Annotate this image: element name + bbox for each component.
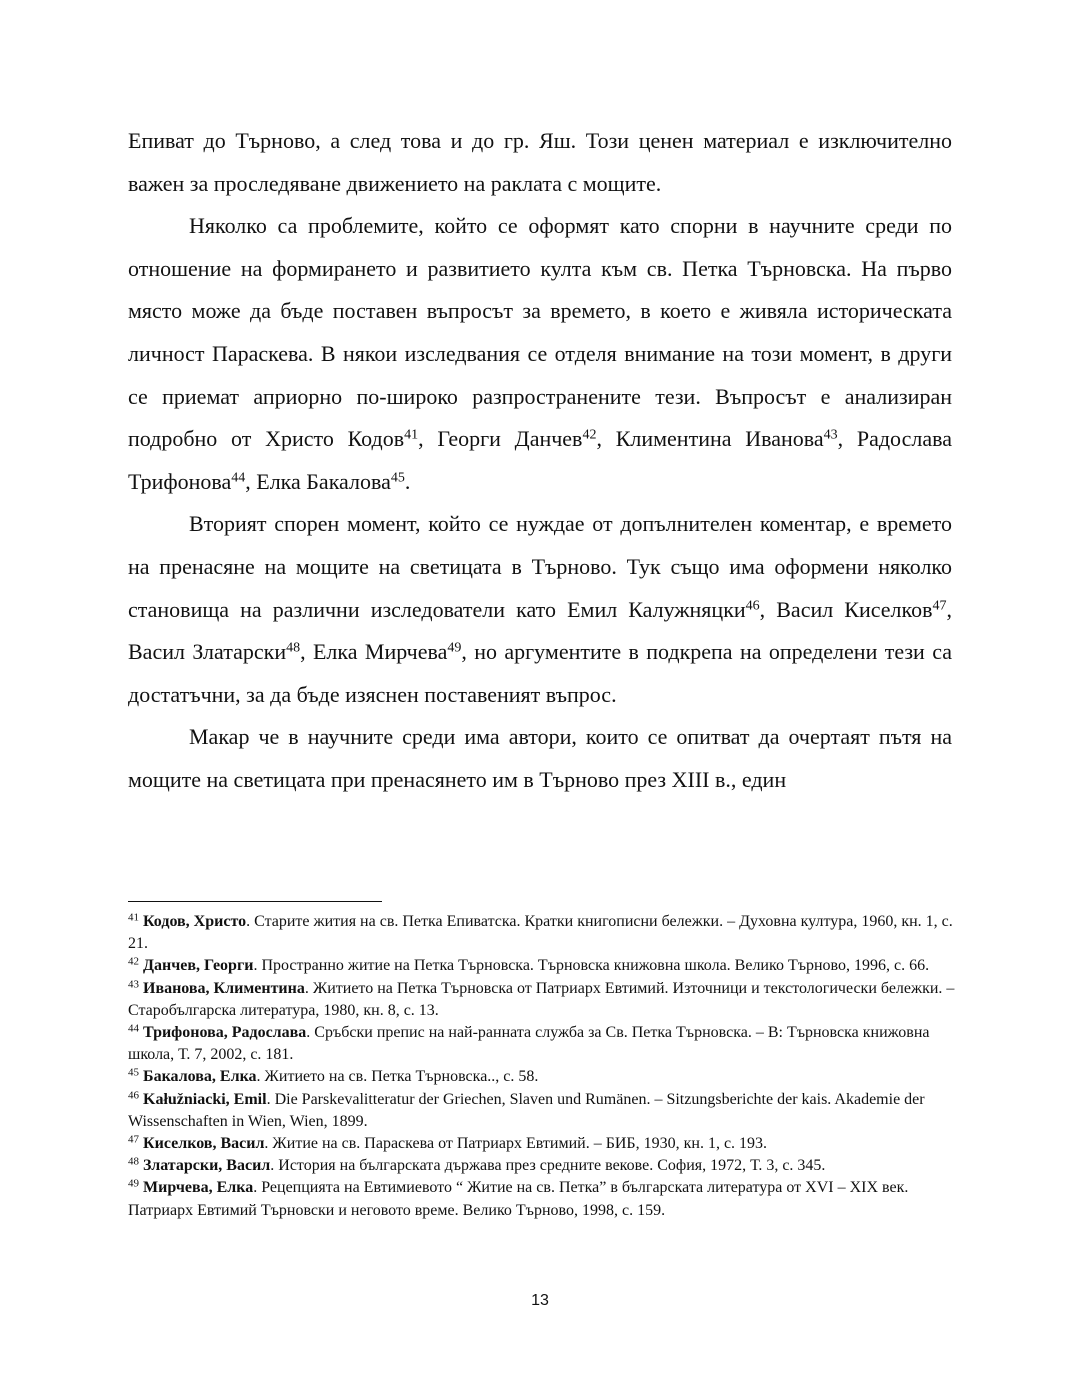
footnotes xyxy=(128,911,956,1222)
paragraph-2 xyxy=(128,205,952,503)
footnote-number: 46 xyxy=(128,1089,139,1102)
paragraph-1: Епиват до Търново, а след това и до гр. Яш. Този ценен материал е изключително важен за проследяване движението на раклата с мощите. xyxy=(128,128,952,196)
footnote-46 xyxy=(128,1089,956,1133)
footnote-author: Златарски, Васил xyxy=(143,1157,271,1175)
footnote-text: . Житие на св. Параскева от Патриарх Евтимий. – БИБ, 1930, кн. 1, с. 193. xyxy=(264,1135,768,1153)
footnote-author: Бакалова, Елка xyxy=(143,1068,257,1086)
paragraph-2-text: , Климентина Иванова xyxy=(596,426,824,452)
paragraph-2-text: Няколко са проблемите, който се оформят като спорни в научните среди по отношение на формирането и развитието култа към св. Петка Търновска. На първо място може да бъде поставен въпросът за времето, в което е живяла историческата личност Параскева. В някои изследвания се отделя внимание на този момент, в други се приемат априорно по-широко разпространените тези. Въпросът е анализиран подробно от Христо Кодов xyxy=(128,213,952,452)
main-text xyxy=(128,120,952,802)
footnote-text: . История на българската държава през средните векове. София, 1972, Т. 3, с. 345. xyxy=(270,1157,826,1175)
paragraph-3-text: , Елка Мирчева xyxy=(300,639,448,665)
footnote-author: Трифонова, Радослава xyxy=(143,1024,307,1042)
footnote-ref-45[interactable]: 45 xyxy=(390,470,405,486)
footnote-ref-47[interactable]: 47 xyxy=(932,597,947,613)
footnote-number: 47 xyxy=(128,1133,139,1146)
paragraph-4: Макар че в научните среди има автори, които се опитват да очертаят пътя на мощите на светицата при пренасянето им в Търново през XIII в., един xyxy=(128,724,952,792)
footnote-42 xyxy=(128,955,956,977)
footnote-author: Кодов, Христо xyxy=(143,913,247,930)
paragraph-2-text: . xyxy=(404,468,411,494)
footnote-number: 42 xyxy=(128,955,139,968)
footnote-ref-42[interactable]: 42 xyxy=(582,427,597,443)
footnote-41 xyxy=(128,911,956,955)
footnote-ref-43[interactable]: 43 xyxy=(823,427,838,443)
footnote-text: . Сръбски препис на най-ранната служба за Св. Петка Търновска. – В: Търновска книжовна школа, Т. 7, 2002, с. 181. xyxy=(128,1024,930,1064)
footnote-ref-41[interactable]: 41 xyxy=(404,427,419,443)
footnote-48 xyxy=(128,1155,956,1177)
footnote-text: . Пространно житие на Петка Търновска. Търновска книжовна школа. Велико Търново, 1996, с. 66. xyxy=(253,957,930,975)
footnote-number: 49 xyxy=(128,1177,139,1190)
footnote-author: Иванова, Климентина xyxy=(143,979,305,997)
paragraph-2-text: , Радослава Трифонова xyxy=(128,426,952,494)
paragraph-2-text: , Елка Бакалова xyxy=(245,468,391,494)
footnote-ref-49[interactable]: 49 xyxy=(447,640,462,656)
footnote-44 xyxy=(128,1022,956,1066)
footnote-separator xyxy=(128,901,382,902)
footnote-number: 41 xyxy=(128,911,139,924)
footnote-number: 43 xyxy=(128,978,139,991)
footnote-number: 48 xyxy=(128,1155,139,1168)
footnote-author: Киселков, Васил xyxy=(143,1135,265,1153)
footnote-text: . Die Parskevalitteratur der Griechen, Slaven und Rumänen. – Sitzungsberichte der kais. Akademie der Wissenschaften in Wien, Wien, 1899. xyxy=(128,1090,925,1130)
paragraph-3-text: Вторият спорен момент, който се нуждае от допълнителен коментар, е времето на пренасяне на мощите на светицата в Търново. Тук също има оформени няколко становища на различни изследователи като Емил Калужняцки xyxy=(128,511,952,622)
footnote-number: 45 xyxy=(128,1066,139,1079)
paragraph-3-text: , Васил Златарски xyxy=(128,596,952,665)
footnote-text: . Рецепцията на Евтимиевото “ Житие на св. Петка” в българската литература от XVI – XIX век. Патриарх Евтимий Търновски и неговото време. Велико Търново, 1998, с. 159. xyxy=(128,1179,909,1219)
page-number: 13 xyxy=(531,1292,549,1309)
footnote-ref-46[interactable]: 46 xyxy=(745,597,760,613)
footnote-49 xyxy=(128,1177,956,1221)
footnote-text: . Житието на Петка Търновска от Патриарх Евтимий. Източници и текстологически бележки. – Старобългарска литература, 1980, кн. 8, с. 13. xyxy=(128,979,955,1019)
footnote-author: Мирчева, Елка xyxy=(143,1179,254,1197)
paragraph-2-text: , Георги Данчев xyxy=(418,426,583,452)
paragraph-3 xyxy=(128,503,952,716)
footnote-ref-44[interactable]: 44 xyxy=(231,470,246,486)
footnote-45 xyxy=(128,1066,956,1088)
footnote-text: . Житието на св. Петка Търновска.., с. 58. xyxy=(256,1068,539,1086)
footnote-47 xyxy=(128,1133,956,1155)
footnote-ref-48[interactable]: 48 xyxy=(286,640,301,656)
footnote-author: Данчев, Георги xyxy=(143,957,254,975)
paragraph-3-text: , Васил Киселков xyxy=(759,596,933,622)
footnote-number: 44 xyxy=(128,1022,139,1035)
footnote-text: . Старите жития на св. Петка Епиватска. Кратки книгописни бележки. – Духовна култура, 1960, кн. 1, с. 21. xyxy=(128,913,953,953)
paragraph-3-text: , но аргументите в подкрепа на определени тези са достатъчни, за да бъде изяснен поставеният въпрос. xyxy=(128,639,953,707)
footnote-author: Kałužniacki, Emil xyxy=(143,1090,267,1108)
footnote-43 xyxy=(128,978,956,1022)
